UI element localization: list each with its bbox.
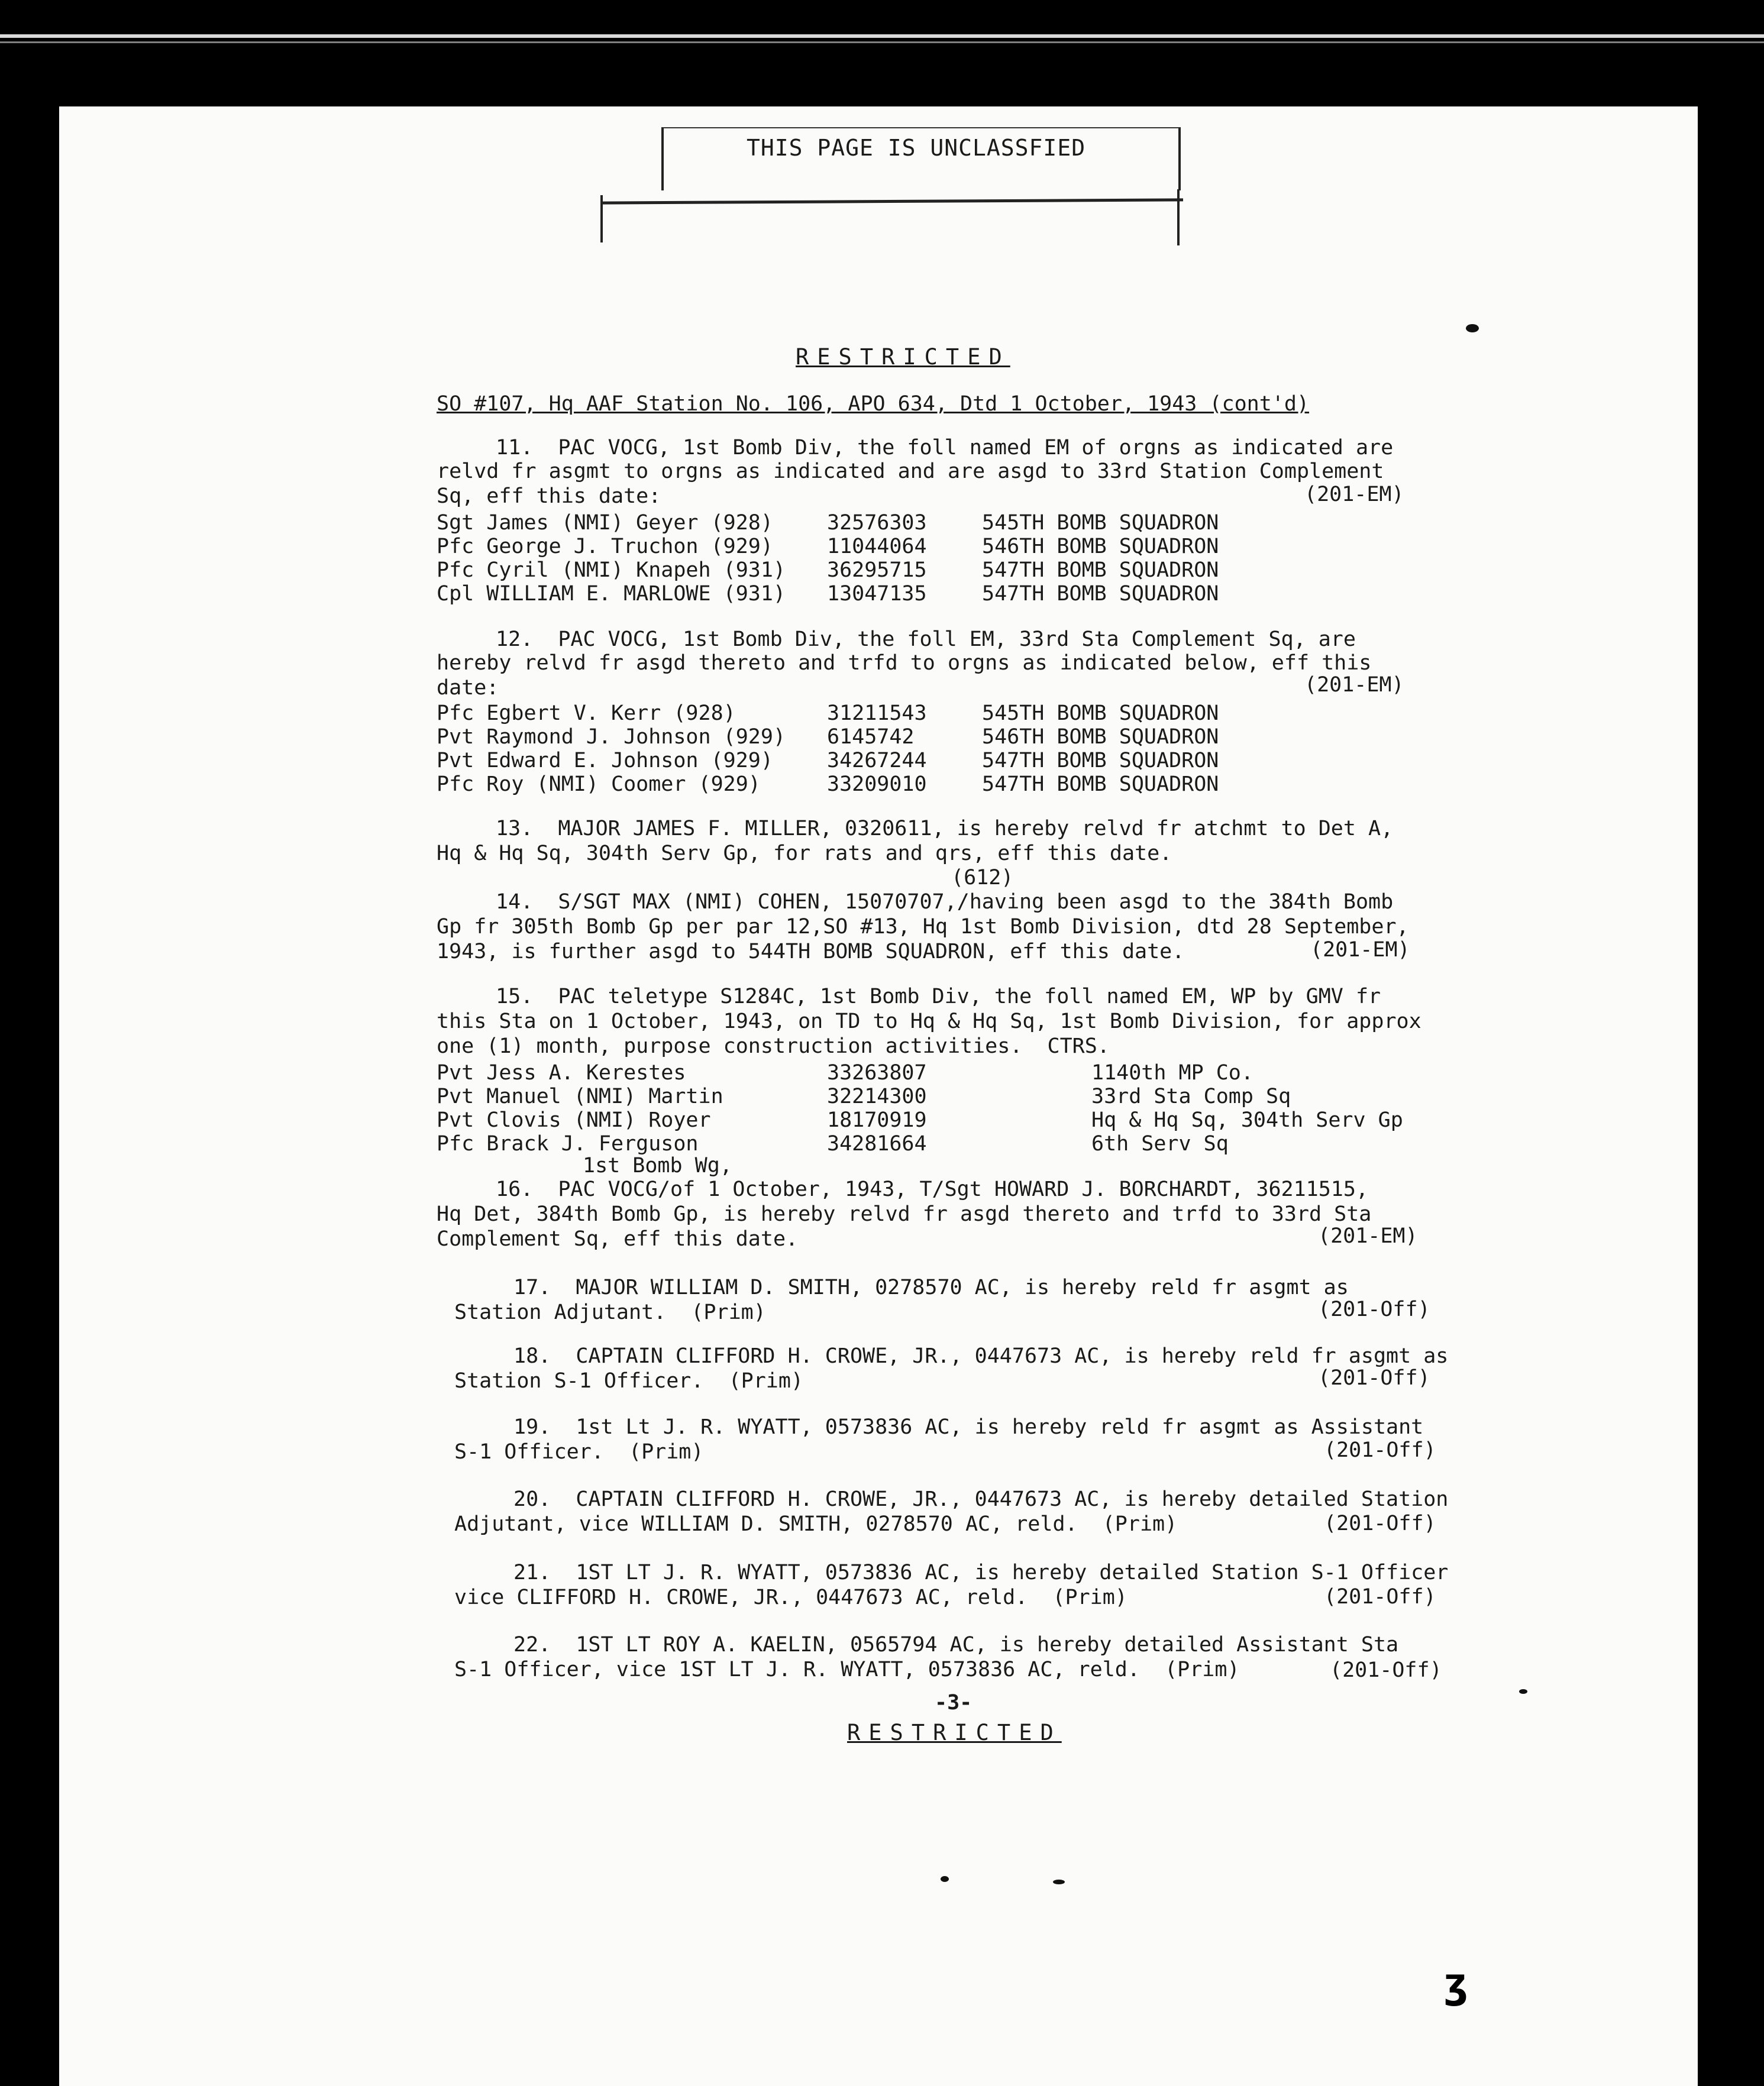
p20-file-code: (201-Off) bbox=[1324, 1512, 1436, 1535]
table-row-serial: 34267244 bbox=[827, 749, 927, 772]
table-row-name: Pfc Roy (NMI) Coomer (929) bbox=[437, 772, 761, 796]
page-number: -3- bbox=[935, 1691, 973, 1715]
table-row-unit: 33rd Sta Comp Sq bbox=[1091, 1085, 1291, 1108]
p21-file-code: (201-Off) bbox=[1324, 1585, 1436, 1609]
table-row-unit: 546TH BOMB SQUADRON bbox=[982, 725, 1219, 749]
p22-line-2: S-1 Officer, vice 1ST LT J. R. WYATT, 0573836 AC, reld. (Prim) bbox=[454, 1658, 1240, 1681]
p16-line-2: Hq Det, 384th Bomb Gp, is hereby relvd fr asgd thereto and trfd to 33rd Sta bbox=[437, 1202, 1372, 1226]
table-row-unit: 546TH BOMB SQUADRON bbox=[982, 535, 1219, 558]
p12-file-code: (201-EM) bbox=[1304, 673, 1404, 697]
table-row-name: Sgt James (NMI) Geyer (928) bbox=[437, 511, 773, 535]
table-row-unit: Hq & Hq Sq, 304th Serv Gp bbox=[1091, 1108, 1403, 1132]
p11-line-2: relvd fr asgmt to orgns as indicated and are asgd to 33rd Station Complement bbox=[437, 460, 1384, 483]
classification-top: RESTRICTED bbox=[796, 344, 1010, 370]
p17-line-2: Station Adjutant. (Prim) bbox=[454, 1301, 766, 1324]
p13-file-code: (612) bbox=[951, 866, 1014, 890]
table-row-name: Pvt Jess A. Kerestes bbox=[437, 1061, 686, 1085]
table-row-unit: 6th Serv Sq bbox=[1091, 1132, 1229, 1156]
table-row-serial: 31211543 bbox=[827, 701, 927, 725]
scan-speck bbox=[1053, 1880, 1065, 1884]
p12-line-3: date: bbox=[437, 676, 499, 700]
table-row-unit: 545TH BOMB SQUADRON bbox=[982, 511, 1219, 535]
p11-file-code: (201-EM) bbox=[1304, 483, 1404, 506]
table-row-name: Pfc Cyril (NMI) Knapeh (931) bbox=[437, 558, 786, 582]
p13-line-2: Hq & Hq Sq, 304th Serv Gp, for rats and qrs, eff this date. bbox=[437, 842, 1172, 865]
p16-file-code: (201-EM) bbox=[1318, 1224, 1418, 1248]
p17-line-1: 17. MAJOR WILLIAM D. SMITH, 0278570 AC, is hereby reld fr asgmt as bbox=[513, 1276, 1349, 1299]
table-row-serial: 34281664 bbox=[827, 1132, 927, 1156]
p19-file-code: (201-Off) bbox=[1324, 1438, 1436, 1462]
table-row-serial: 13047135 bbox=[827, 582, 927, 606]
table-row-serial: 11044064 bbox=[827, 535, 927, 558]
p17-file-code: (201-Off) bbox=[1318, 1298, 1430, 1321]
table-row-unit: 545TH BOMB SQUADRON bbox=[982, 701, 1219, 725]
table-row-name: Pvt Raymond J. Johnson (929) bbox=[437, 725, 786, 749]
p11-line-3: Sq, eff this date: bbox=[437, 484, 661, 508]
p12-line-1: 12. PAC VOCG, 1st Bomb Div, the foll EM, 33rd Sta Complement Sq, are bbox=[496, 628, 1356, 651]
table-row-name: Pfc George J. Truchon (929) bbox=[437, 535, 773, 558]
p14-line-2: Gp fr 305th Bomb Gp per par 12,SO #13, Hq 1st Bomb Division, dtd 28 September, bbox=[437, 915, 1409, 939]
p15-line-3: one (1) month, purpose construction activities. CTRS. bbox=[437, 1034, 1110, 1058]
scan-top-band bbox=[0, 0, 1764, 24]
p16-line-1: 16. PAC VOCG/of 1 October, 1943, T/Sgt HOWARD J. BORCHARDT, 36211515, bbox=[496, 1178, 1369, 1201]
table-row-name: Pvt Edward E. Johnson (929) bbox=[437, 749, 773, 772]
table-row-name: Pfc Egbert V. Kerr (928) bbox=[437, 701, 736, 725]
scan-speck bbox=[1519, 1689, 1527, 1694]
p18-line-1: 18. CAPTAIN CLIFFORD H. CROWE, JR., 0447673 AC, is hereby reld fr asgmt as bbox=[513, 1344, 1449, 1368]
p15-line-2: this Sta on 1 October, 1943, on TD to Hq & Hq Sq, 1st Bomb Division, for approx bbox=[437, 1010, 1421, 1033]
p16-insert: 1st Bomb Wg, bbox=[583, 1154, 732, 1178]
p18-line-2: Station S-1 Officer. (Prim) bbox=[454, 1369, 804, 1393]
scan-speck bbox=[941, 1876, 949, 1882]
table-row-unit: 547TH BOMB SQUADRON bbox=[982, 749, 1219, 772]
table-row-serial: 36295715 bbox=[827, 558, 927, 582]
p15-line-1: 15. PAC teletype S1284C, 1st Bomb Div, the foll named EM, WP by GMV fr bbox=[496, 985, 1381, 1008]
p22-line-1: 22. 1ST LT ROY A. KAELIN, 0565794 AC, is hereby detailed Assistant Sta bbox=[513, 1633, 1399, 1657]
p20-line-2: Adjutant, vice WILLIAM D. SMITH, 0278570 AC, reld. (Prim) bbox=[454, 1512, 1178, 1536]
table-row-serial: 33263807 bbox=[827, 1061, 927, 1085]
table-row-serial: 32576303 bbox=[827, 511, 927, 535]
p20-line-1: 20. CAPTAIN CLIFFORD H. CROWE, JR., 0447673 AC, is hereby detailed Station bbox=[513, 1487, 1449, 1511]
p22-file-code: (201-Off) bbox=[1330, 1658, 1442, 1682]
unclassified-banner: THIS PAGE IS UNCLASSFIED bbox=[747, 135, 1086, 161]
banner-tick-left bbox=[600, 195, 603, 242]
p11-line-1: 11. PAC VOCG, 1st Bomb Div, the foll named EM of orgns as indicated are bbox=[496, 436, 1394, 460]
p14-file-code: (201-EM) bbox=[1310, 938, 1410, 962]
p19-line-1: 19. 1st Lt J. R. WYATT, 0573836 AC, is hereby reld fr asgmt as Assistant bbox=[513, 1415, 1424, 1439]
table-row-unit: 547TH BOMB SQUADRON bbox=[982, 772, 1219, 796]
table-row-serial: 18170919 bbox=[827, 1108, 927, 1132]
p21-line-2: vice CLIFFORD H. CROWE, JR., 0447673 AC, reld. (Prim) bbox=[454, 1586, 1127, 1609]
table-row-name: Pfc Brack J. Ferguson bbox=[437, 1132, 699, 1156]
p19-line-2: S-1 Officer. (Prim) bbox=[454, 1440, 704, 1464]
table-row-unit: 1140th MP Co. bbox=[1091, 1061, 1253, 1085]
p12-line-2: hereby relvd fr asgd thereto and trfd to orgns as indicated below, eff this bbox=[437, 651, 1372, 675]
table-row-serial: 6145742 bbox=[827, 725, 915, 749]
p13-line-1: 13. MAJOR JAMES F. MILLER, 0320611, is hereby relvd fr atchmt to Det A, bbox=[496, 817, 1394, 840]
p14-line-3: 1943, is further asgd to 544TH BOMB SQUADRON, eff this date. bbox=[437, 940, 1185, 963]
classification-bottom: RESTRICTED bbox=[847, 1720, 1062, 1745]
table-row-name: Cpl WILLIAM E. MARLOWE (931) bbox=[437, 582, 786, 606]
table-row-name: Pvt Manuel (NMI) Martin bbox=[437, 1085, 723, 1108]
scan-top-stripe bbox=[0, 34, 1764, 38]
p16-line-3: Complement Sq, eff this date. bbox=[437, 1227, 799, 1251]
order-header: SO #107, Hq AAF Station No. 106, APO 634, Dtd 1 October, 1943 (cont'd) bbox=[437, 392, 1310, 416]
table-row-unit: 547TH BOMB SQUADRON bbox=[982, 558, 1219, 582]
p21-line-1: 21. 1ST LT J. R. WYATT, 0573836 AC, is hereby detailed Station S-1 Officer bbox=[513, 1561, 1449, 1584]
table-row-serial: 32214300 bbox=[827, 1085, 927, 1108]
table-row-unit: 547TH BOMB SQUADRON bbox=[982, 582, 1219, 606]
scan-corner-mark: ʒ bbox=[1443, 1959, 1469, 2007]
p18-file-code: (201-Off) bbox=[1318, 1366, 1430, 1390]
p14-line-1: 14. S/SGT MAX (NMI) COHEN, 15070707,/having been asgd to the 384th Bomb bbox=[496, 890, 1394, 914]
table-row-name: Pvt Clovis (NMI) Royer bbox=[437, 1108, 711, 1132]
banner-tick-right bbox=[1177, 189, 1180, 245]
scan-top-stripe-2 bbox=[0, 41, 1764, 43]
table-row-serial: 33209010 bbox=[827, 772, 927, 796]
scan-speck bbox=[1466, 324, 1479, 332]
